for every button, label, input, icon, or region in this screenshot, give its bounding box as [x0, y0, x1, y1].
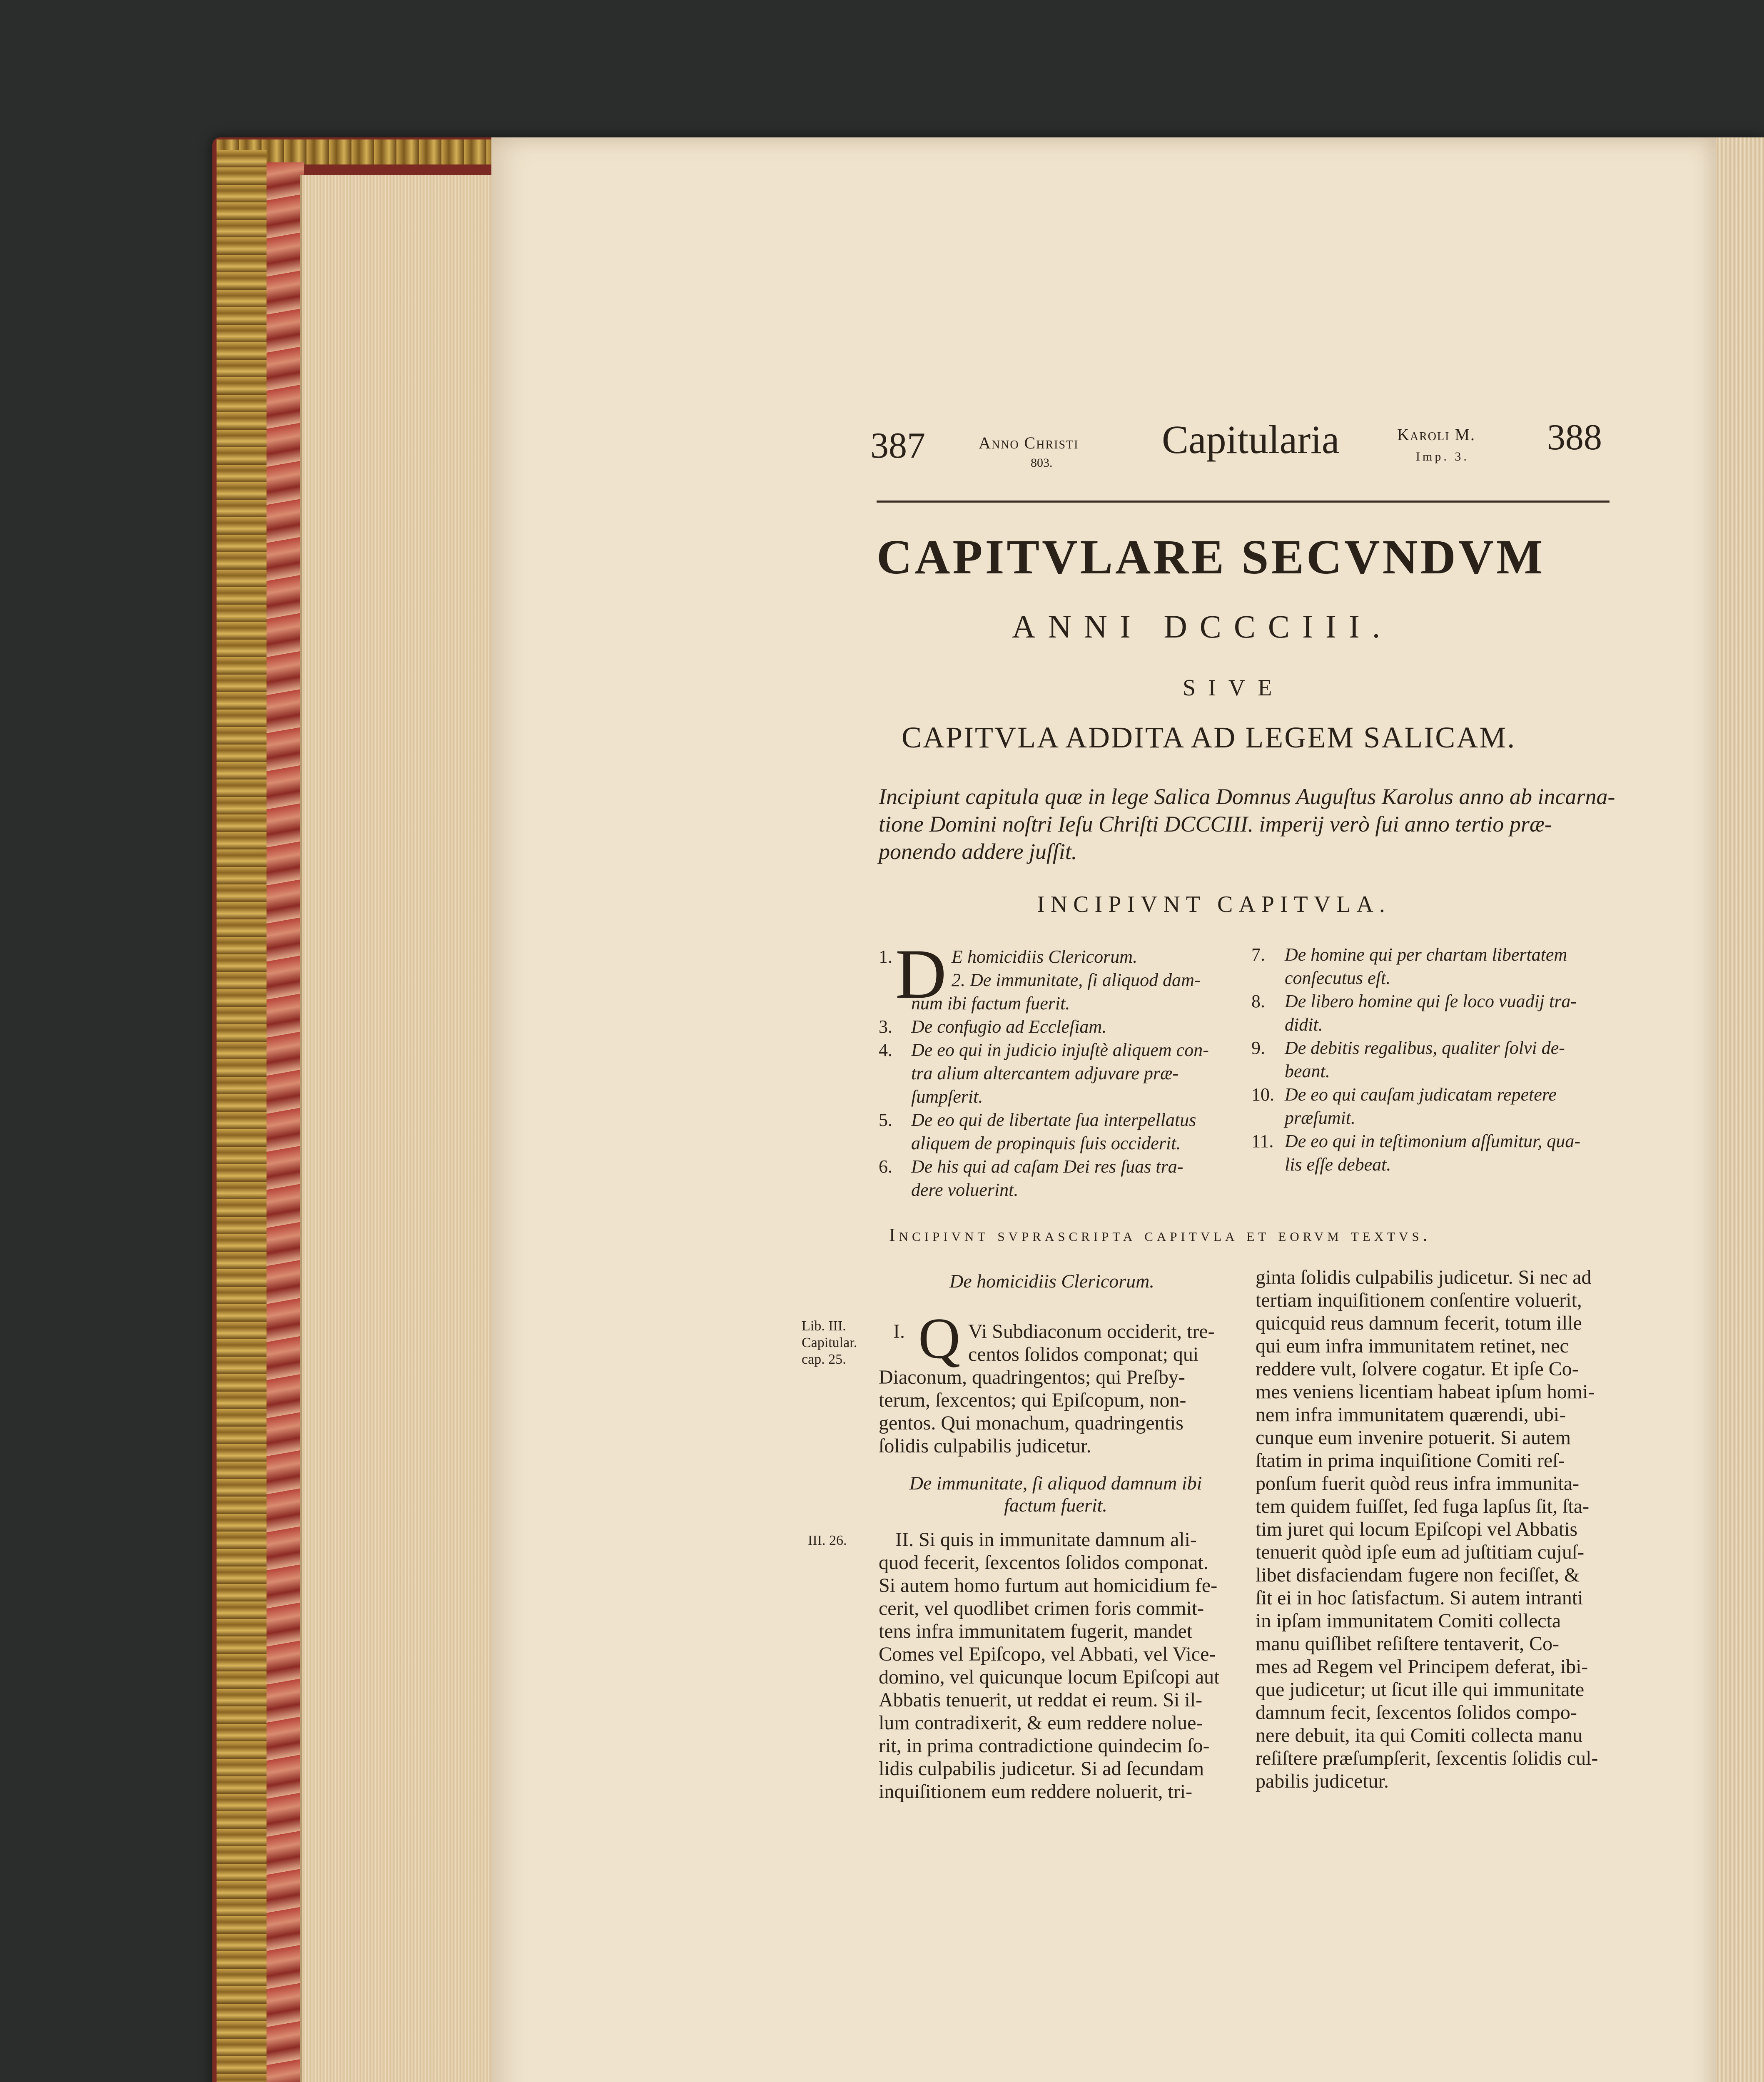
page-edges-right	[1712, 137, 1764, 2082]
toc-left	[879, 935, 1245, 1202]
toc-line: De confugio ad Eccleſiam.	[911, 1016, 1107, 1037]
toc-line: didit.	[1285, 1014, 1323, 1035]
body-line: qui eum infra immunitatem retinet, nec	[1256, 1335, 1569, 1357]
body-line: reſiſtere præſumpſerit, ſexcentis ſolidis cul-	[1256, 1747, 1598, 1769]
margin-line: cap. 25.	[802, 1352, 846, 1367]
toc-line: De homine qui per chartam libertatem	[1285, 944, 1567, 965]
imp-year: Imp. 3.	[1416, 450, 1469, 463]
toc-number: 1.	[879, 946, 892, 967]
title-line-3: SIVE	[1183, 675, 1285, 701]
karoli: Karoli M.	[1397, 425, 1475, 444]
body-line: ginta ſolidis culpabilis judicetur. Si nec ad	[1256, 1266, 1592, 1288]
subheading-line: factum fuerit.	[1004, 1494, 1107, 1516]
body-line: mes ad Regem vel Principem deferat, ibi-	[1256, 1656, 1588, 1678]
body-line: lum contradixerit, & eum reddere nolue-	[879, 1712, 1203, 1734]
toc-line: num ibi factum fuerit.	[911, 993, 1070, 1014]
toc-line: De debitis regalibus, qualiter ſolvi de-	[1285, 1038, 1565, 1058]
gilt-border-left	[217, 150, 267, 2082]
toc-number: 5.	[879, 1110, 892, 1130]
toc-item-1	[879, 935, 1245, 1015]
body-line: Abbatis tenuerit, ut reddat ei reum. Si il-	[879, 1689, 1203, 1711]
toc-item-4	[879, 1039, 1245, 1108]
marbled-endpaper	[267, 162, 304, 2082]
toc-line: De his qui ad caſam Dei res ſuas tra-	[911, 1156, 1183, 1177]
toc-item-3	[879, 1015, 1245, 1039]
title-line-1: CAPITVLARE SECVNDVM	[877, 530, 1545, 584]
body-line: tenuerit quòd ipſe eum ad juſtitiam cujuſ-	[1256, 1541, 1585, 1563]
toc-line: De eo qui de libertate ſua interpellatus	[911, 1110, 1196, 1130]
body-line: II. Si quis in immunitate damnum ali-	[895, 1529, 1197, 1551]
toc-line: conſecutus eſt.	[1285, 968, 1391, 988]
incipiunt-heading: INCIPIVNT CAPITVLA.	[1037, 892, 1391, 917]
page-edges-left	[300, 175, 494, 2082]
page-number-left: 387	[870, 426, 925, 466]
margin-note-1	[802, 1318, 857, 1368]
body-line: manu quiſlibet reſiſtere tentaverit, Co-	[1256, 1633, 1560, 1655]
toc-line: tra alium altercantem adjuvare præ-	[911, 1063, 1178, 1083]
body-line: tertiam inquiſitionem conſentire voluerit,	[1256, 1289, 1582, 1311]
body-line: in ipſam immunitatem Comiti collecta	[1256, 1610, 1561, 1632]
toc-item-8	[1251, 990, 1618, 1036]
toc-line: De eo qui cauſam judicatam repetere	[1285, 1084, 1557, 1105]
body-line: cerit, vel quodlibet crimen foris commit-	[879, 1597, 1204, 1619]
toc-line: aliquem de propinquis ſuis occiderit.	[911, 1133, 1181, 1153]
body-line: nere debuit, ita qui Comiti collecta manu	[1256, 1724, 1583, 1746]
body-line: rit, in prima contradictione quindecim ſo-	[879, 1735, 1210, 1757]
toc-item-5	[879, 1108, 1245, 1155]
header-rule	[877, 501, 1610, 503]
toc-item-11	[1251, 1130, 1618, 1176]
body-line: lidis culpabilis judicetur. Si ad ſecundam	[879, 1758, 1204, 1780]
toc-right	[1251, 943, 1618, 1176]
toc-number: 10.	[1251, 1084, 1274, 1105]
margin-line: Capitular.	[802, 1335, 857, 1350]
body-line: libet disfaciendam fugere non feciſſet, &	[1256, 1564, 1580, 1586]
body-line: centos ſolidos componat; qui	[968, 1343, 1199, 1365]
toc-item-10	[1251, 1083, 1618, 1130]
body-line: ſit ei in hoc ſatisfactum. Si autem intranti	[1256, 1587, 1583, 1609]
right-column	[1256, 1266, 1598, 1793]
toc-number: 3.	[879, 1016, 892, 1037]
body-line: que judicetur; ut ſicut ille qui immunitate	[1256, 1679, 1585, 1701]
body-line: ponſum fuerit quòd reus infra immunita-	[1256, 1472, 1580, 1494]
running-title: Capitularia	[1162, 417, 1340, 462]
toc-number: 7.	[1251, 944, 1265, 965]
toc-item-7	[1251, 943, 1618, 990]
toc-number: 8.	[1251, 991, 1265, 1011]
toc-line: ſumpſerit.	[911, 1086, 983, 1107]
toc-line: dere voluerint.	[911, 1180, 1019, 1200]
body-line: reddere vult, ſolvere cogatur. Et ipſe Co-	[1256, 1358, 1579, 1380]
toc-item-9	[1251, 1036, 1618, 1083]
toc-line: E homicidiis Clericorum.	[952, 946, 1138, 967]
body-line: Diaconum, quadringentos; qui Preſby-	[879, 1366, 1185, 1388]
body-line: nem infra immunitatem quærendi, ubi-	[1256, 1404, 1566, 1426]
paragraph-1	[879, 1366, 1186, 1457]
title-line-4: CAPITVLA ADDITA AD LEGEM SALICAM.	[902, 721, 1516, 754]
body-line: cunque eum invenire potuerit. Si autem	[1256, 1427, 1571, 1449]
toc-line: De eo qui in teſtimonium aſſumitur, qua-	[1285, 1131, 1581, 1151]
toc-line: De eo qui in judicio injuſtè aliquem con-	[911, 1040, 1209, 1060]
anno-christi: Anno Christi	[979, 433, 1079, 452]
toc-line: beant.	[1285, 1061, 1330, 1081]
intro-line: Incipiunt capitula quæ in lege Salica Domnus Auguſtus Karolus anno ab incarna-	[879, 784, 1615, 809]
anno-year: 803.	[1031, 456, 1053, 470]
section-heading: Incipivnt svprascripta capitvla et eorvm textvs.	[889, 1225, 1431, 1245]
drop-cap-q: Q	[918, 1306, 961, 1371]
body-line: damnum fecit, ſexcentos ſolidos compo-	[1256, 1701, 1577, 1723]
body-line: ſolidis culpabilis judicetur.	[879, 1435, 1091, 1457]
title-line-2: ANNI DCCCIII.	[1012, 608, 1393, 645]
toc-line: præſumit.	[1285, 1108, 1355, 1128]
body-line: Si autem homo furtum aut homicidium fe-	[879, 1574, 1218, 1596]
body-line: tem quidem fuiſſet, ſed fuga lapſus ſit, ſta-	[1256, 1495, 1590, 1517]
body-line: pabilis judicetur.	[1256, 1770, 1389, 1792]
toc-number: 9.	[1251, 1038, 1265, 1058]
page-number-right: 388	[1547, 417, 1602, 458]
body-line: gentos. Qui monachum, quadringentis	[879, 1412, 1183, 1434]
body-line: quod fecerit, ſexcentos ſolidos componat.	[879, 1552, 1208, 1574]
toc-number: 4.	[879, 1040, 892, 1060]
toc-number: 6.	[879, 1156, 892, 1177]
toc-line: De libero homine qui ſe loco vuadij tra-	[1285, 991, 1577, 1011]
body-line: terum, ſexcentos; qui Epiſcopum, non-	[879, 1389, 1186, 1411]
subheading-line: De immunitate, ſi aliquod damnum ibi	[909, 1472, 1202, 1494]
paragraph-number: I.	[893, 1320, 905, 1342]
body-line: ſtatim in prima inquiſitione Comiti reſ-	[1256, 1449, 1565, 1472]
body-line: tens infra immunitatem fugerit, mandet	[879, 1620, 1193, 1642]
intro-paragraph	[879, 783, 1615, 865]
drop-cap: D	[895, 935, 947, 1013]
body-line: mes veniens licentiam habeat ipſum homi-	[1256, 1381, 1595, 1403]
subheading-homicidiis: De homicidiis Clericorum.	[949, 1270, 1154, 1292]
body-line: domino, vel quicunque locum Epiſcopi aut	[879, 1666, 1220, 1688]
intro-line: ponendo addere juſſit.	[879, 839, 1077, 864]
toc-line: 2. De immunitate, ſi aliquod dam-	[952, 970, 1201, 990]
toc-item-6	[879, 1155, 1245, 1202]
margin-line: Lib. III.	[802, 1318, 846, 1334]
subheading-immunitate	[897, 1472, 1214, 1516]
body-line: quicquid reus damnum fecerit, totum ille	[1256, 1312, 1582, 1334]
toc-line: lis eſſe debeat.	[1285, 1154, 1391, 1175]
body-line: inquiſitionem eum reddere noluerit, tri-	[879, 1781, 1193, 1803]
body-line: Comes vel Epiſcopo, vel Abbati, vel Vice-	[879, 1643, 1216, 1665]
paragraph-2	[879, 1528, 1220, 1803]
intro-line: tione Domini noſtri Ieſu Chriſti DCCCIII. imperij verò ſui anno tertio præ-	[879, 812, 1552, 837]
toc-number: 11.	[1251, 1131, 1274, 1151]
margin-note-2: III. 26.	[808, 1533, 847, 1548]
body-line: tim juret qui locum Epiſcopi vel Abbatis	[1256, 1518, 1578, 1540]
body-line: Vi Subdiaconum occiderit, tre-	[968, 1320, 1215, 1342]
